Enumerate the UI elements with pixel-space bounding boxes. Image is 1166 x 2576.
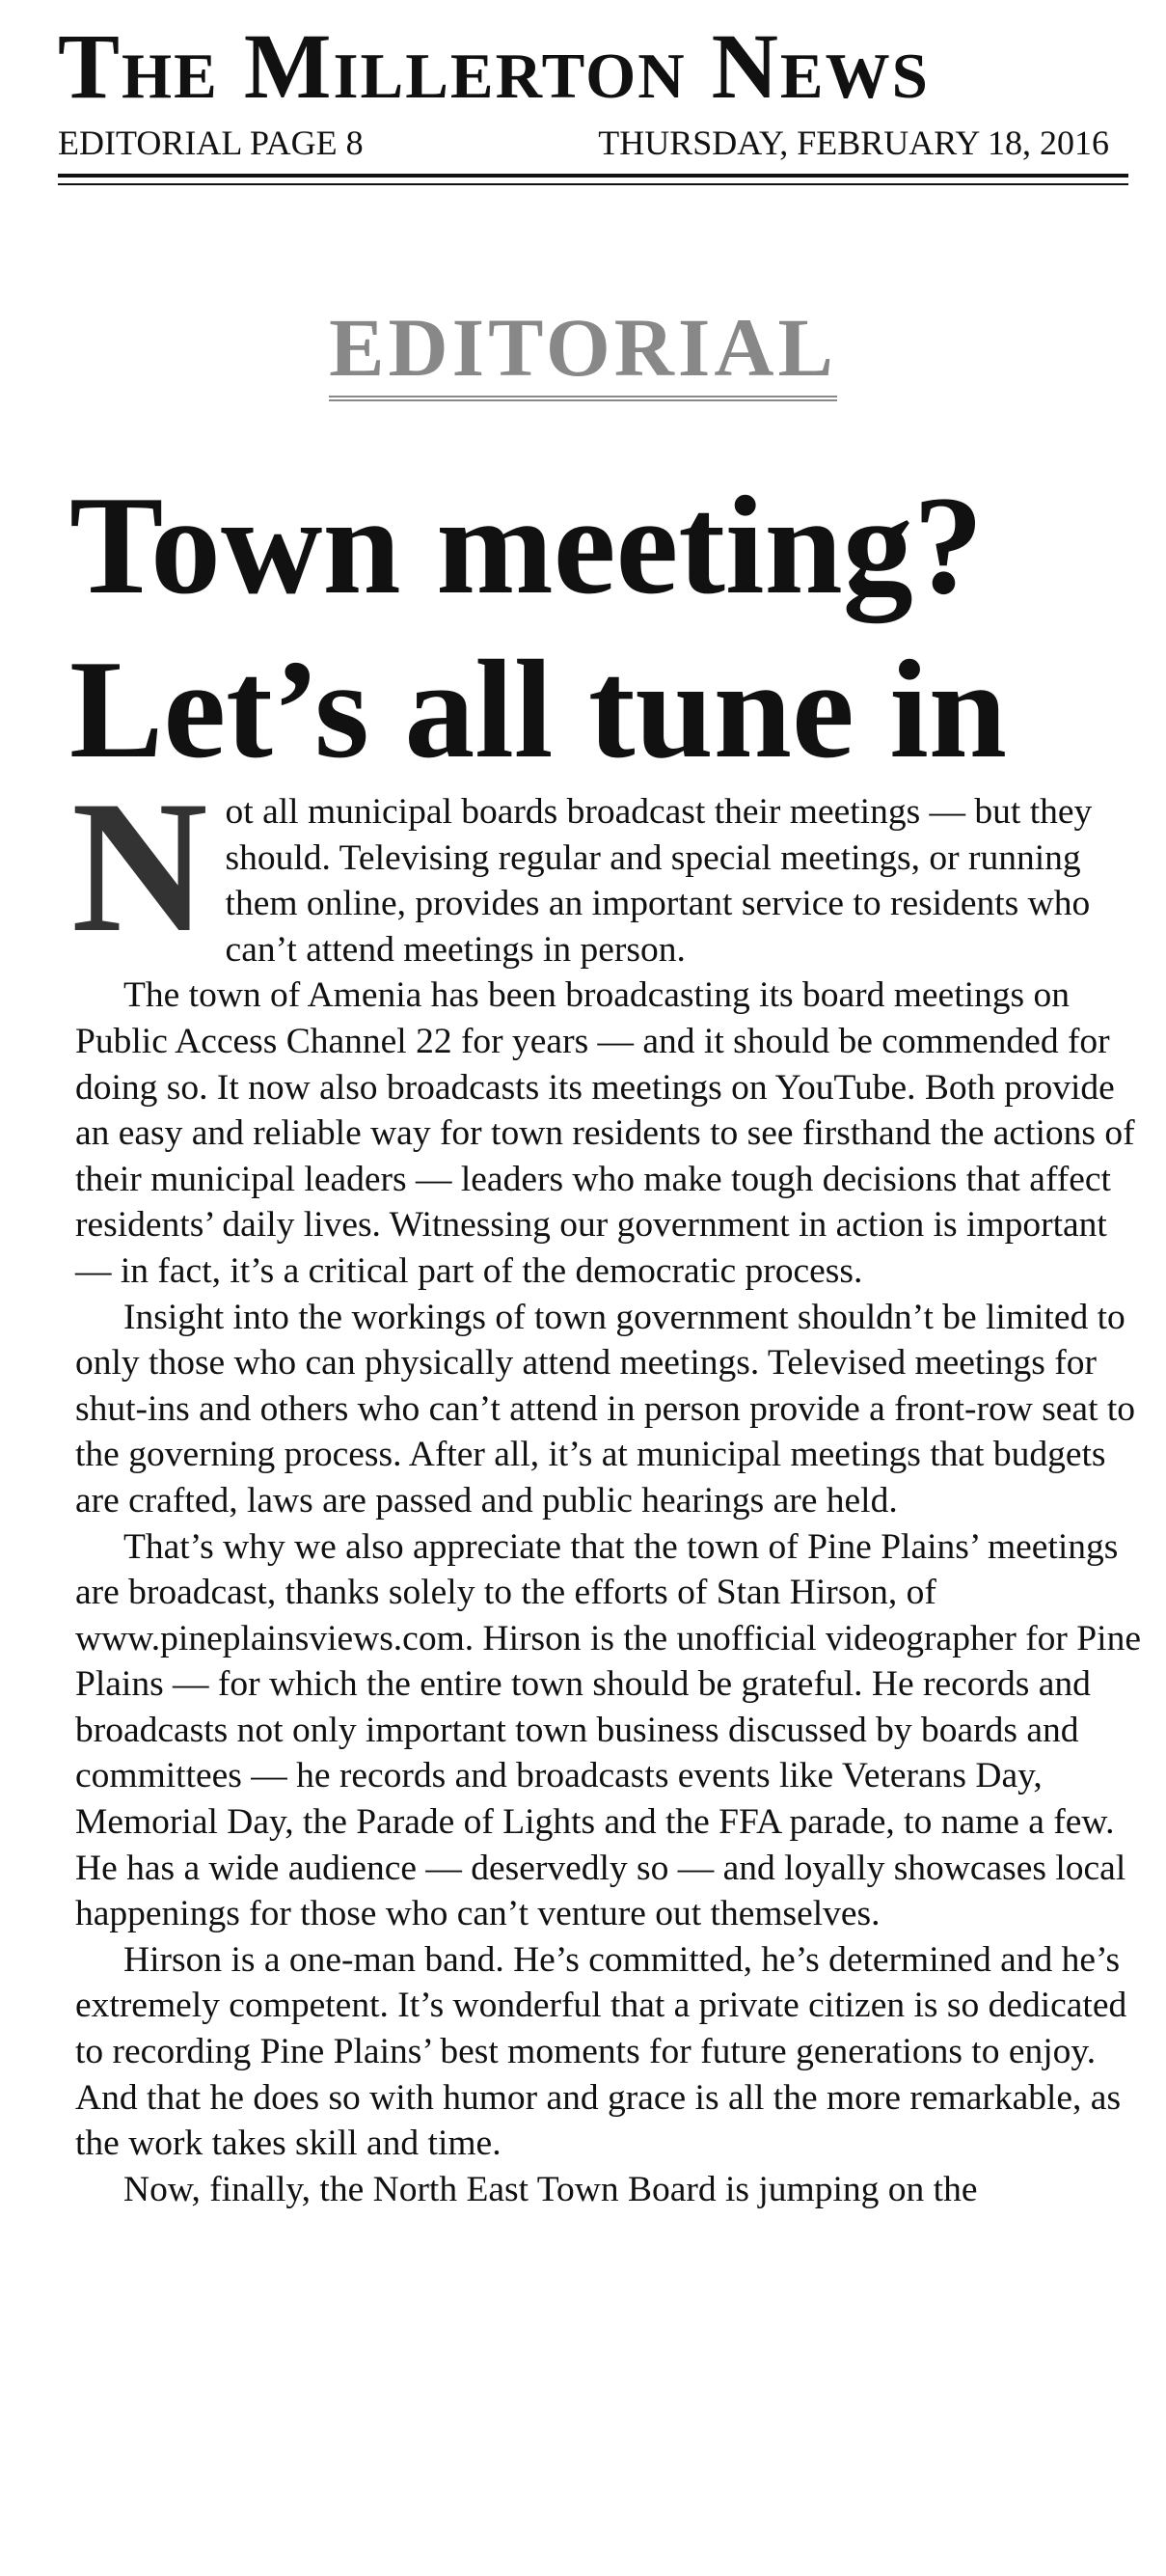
headline-line-1: Town meeting? xyxy=(69,467,984,623)
page-label: EDITORIAL PAGE 8 xyxy=(58,123,364,162)
headline-line-2: Let’s all tune in xyxy=(69,631,1008,787)
article-body xyxy=(71,762,1146,2212)
paragraph-3: Insight into the workings of town government shouldn’t be limited to only those who can physically attend meetings. Televised meetings for shut-ins and others who can’t attend in person provide a front-row seat to the governing process. After all, it’s at municipal meetings that budgets are crafted, laws are passed and public hearings are held. xyxy=(75,1297,1136,1521)
masthead-rule-thick xyxy=(58,174,1128,178)
paragraph-5: Hirson is a one-man band. He’s committed, he’s determined and he’s extremely competent. It’s wonderful that a private citizen is so dedicated to recording Pine Plains’ best moments for future generations to enjoy. And that he does so with humor and grace is all the more remarkable, as the work takes skill and time. xyxy=(75,1939,1127,2164)
section-label xyxy=(0,299,1166,396)
section-label-text: EDITORIAL xyxy=(329,301,837,401)
headline xyxy=(69,463,1130,791)
masthead xyxy=(58,14,1109,120)
paragraph-1 xyxy=(71,762,1146,973)
masthead-rule-thin xyxy=(58,183,1128,185)
newspaper-title: The Millerton News xyxy=(58,14,930,118)
paragraph-6: Now, finally, the North East Town Board is jumping on the xyxy=(123,2169,978,2209)
issue-date: THURSDAY, FEBRUARY 18, 2016 xyxy=(598,123,1109,162)
drop-cap: N xyxy=(71,762,208,972)
paragraph-1-text: ot all municipal boards broadcast their meetings — but they should. Televising regular and special meetings, or running them online, provides an important service to residents who can’t attend meetings in person. xyxy=(225,792,1093,970)
paragraph-4: That’s why we also appreciate that the town of Pine Plains’ meetings are broadcast, thanks solely to the efforts of Stan Hirson, of www.pineplainsviews.com. Hirson is the unofficial videographer for Pine Plains — for which the entire town should be grateful. He records and broadcasts not only important town business discussed by boards and committees — he records and broadcasts events like Veterans Day, Memorial Day, the Parade of Lights and the FFA parade, to name a few. He has a wide audience — deservedly so — and loyally showcases local happenings for those who can’t venture out themselves. xyxy=(75,1526,1141,1934)
paragraph-2: The town of Amenia has been broadcasting its board meetings on Public Access Channel 22 for years — and it should be commended for doing so. It now also broadcasts its meetings on YouTube. Both provide an easy and reliable way for town residents to see firsthand the actions of their municipal leaders — leaders who make tough decisions that affect residents’ daily lives. Witnessing our government in action is important — in fact, it’s a critical part of the democratic process. xyxy=(75,975,1135,1291)
masthead-info-line xyxy=(58,122,1109,164)
